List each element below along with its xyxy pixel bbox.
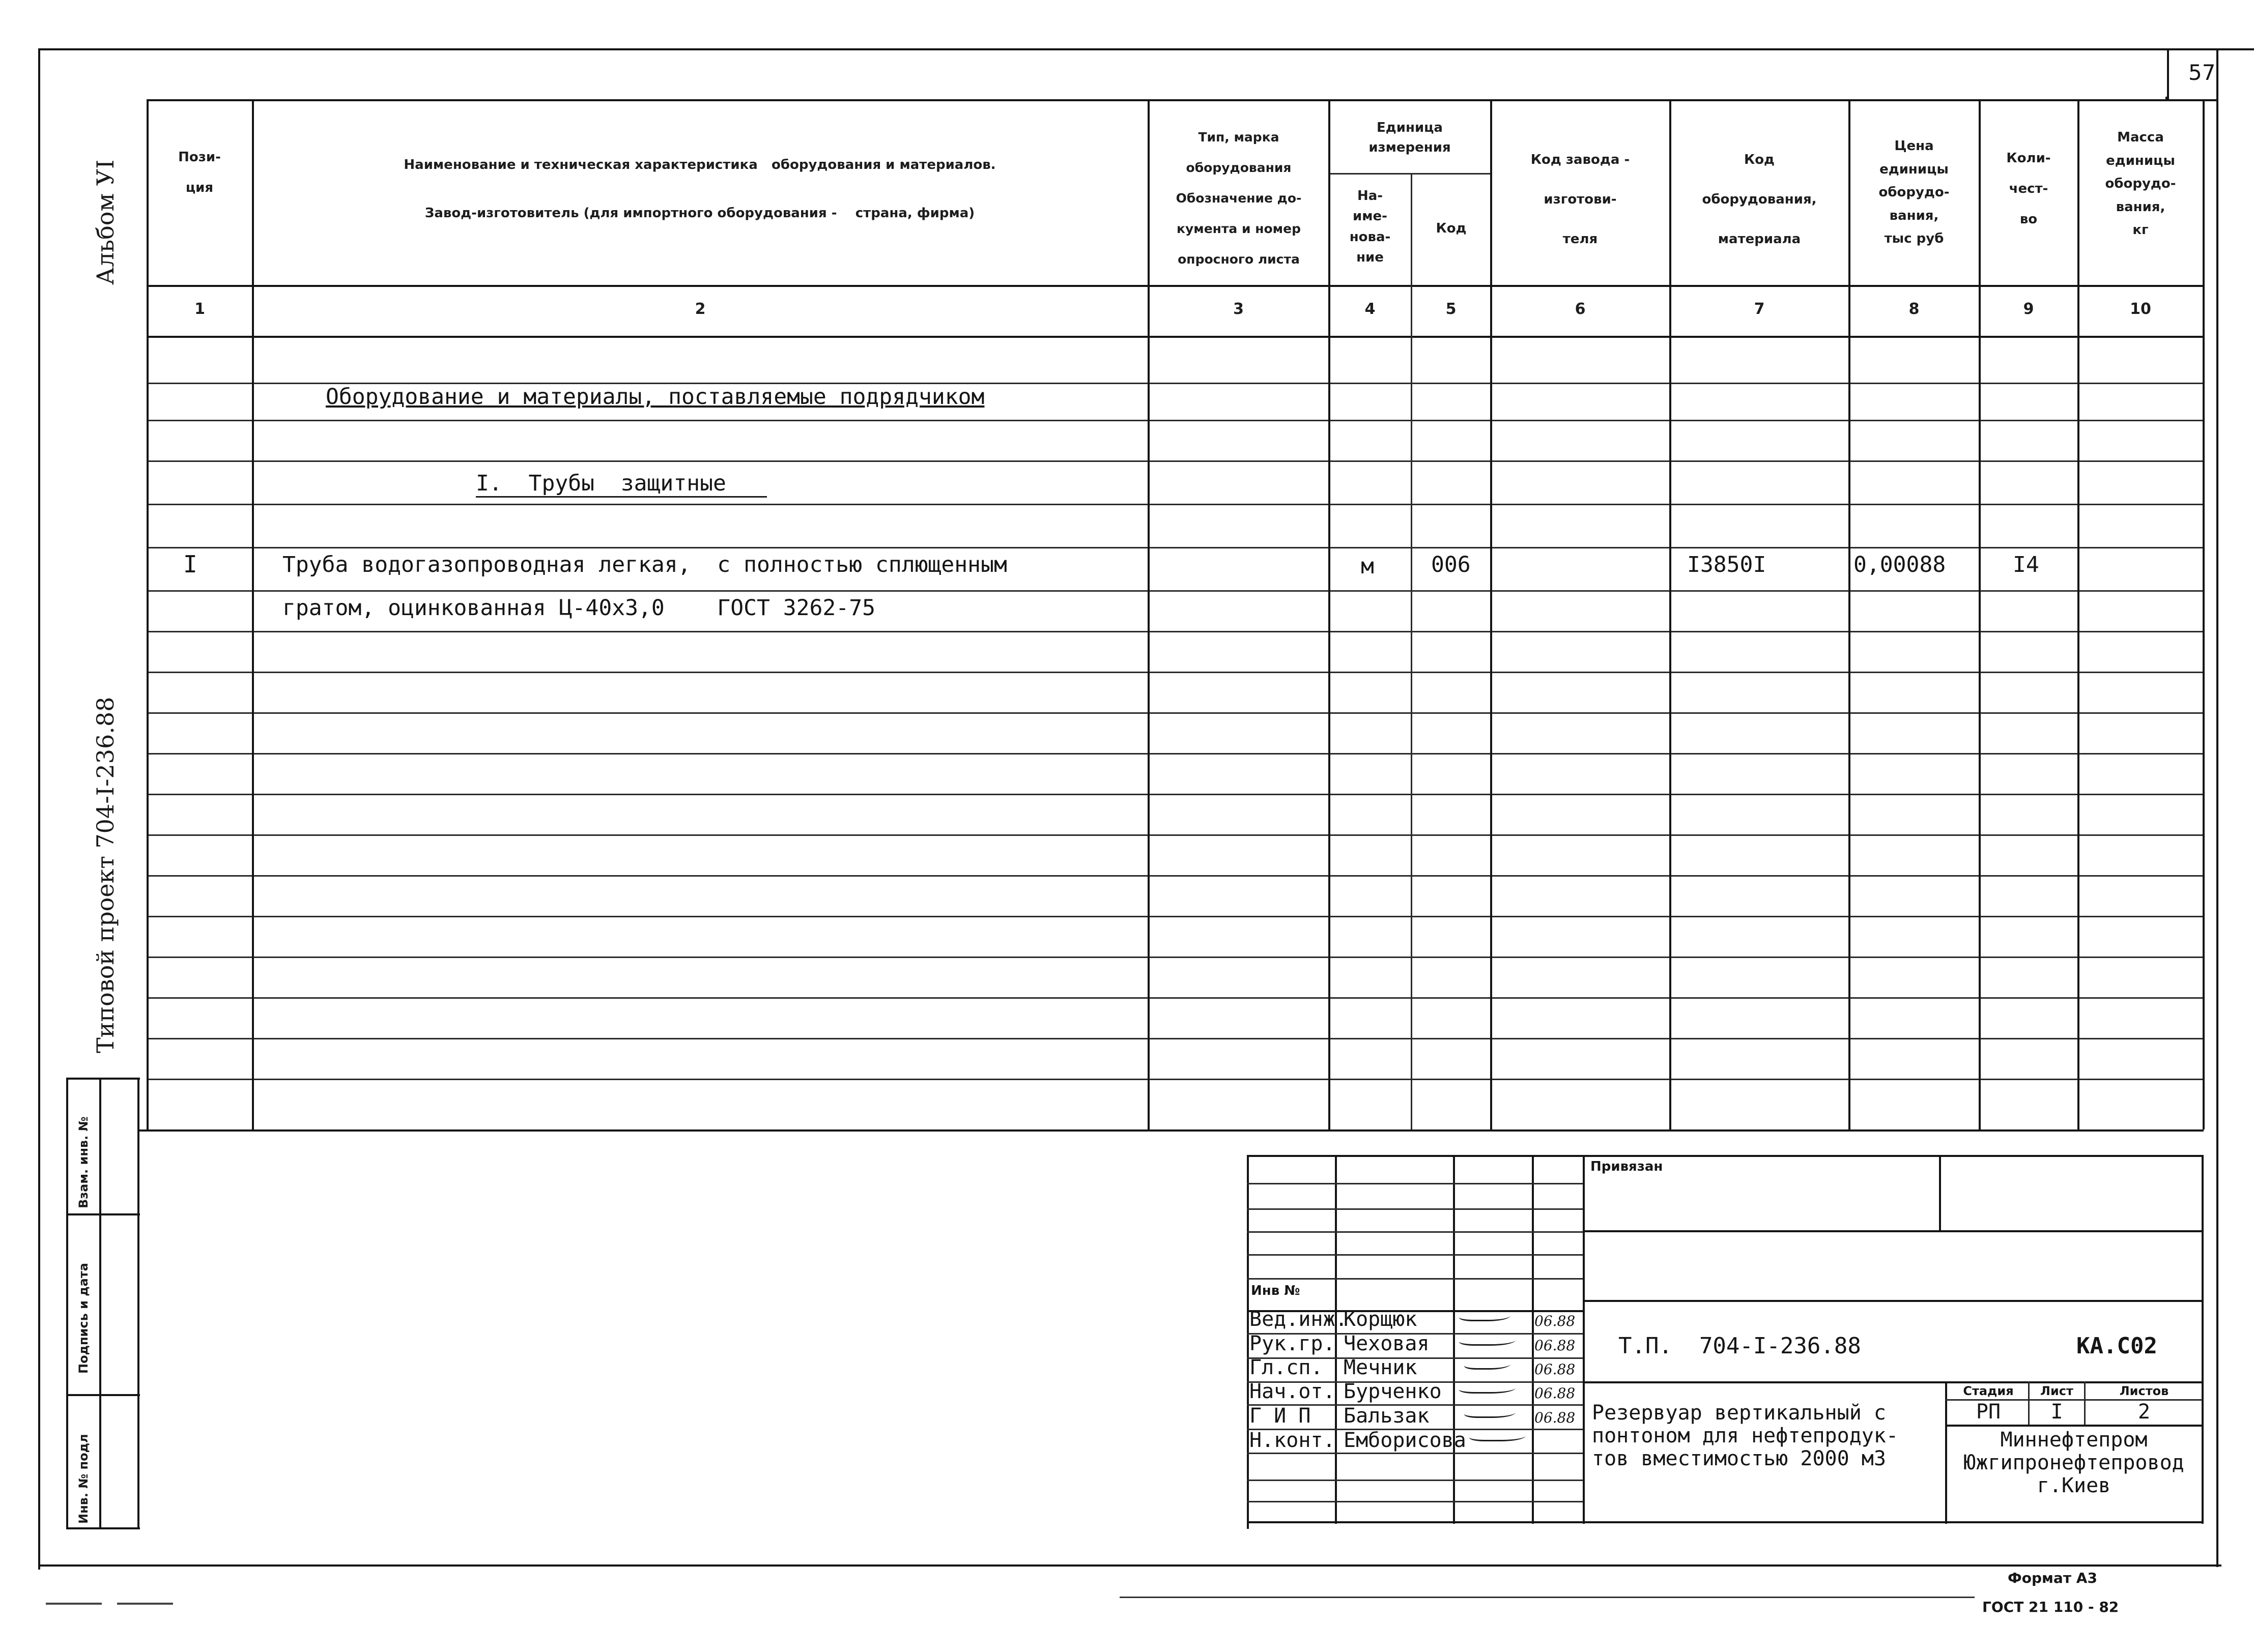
col-line-10 <box>2203 99 2205 1129</box>
colnum-1: 1 <box>194 300 205 318</box>
staff-date: 06.88 <box>1534 1361 1576 1378</box>
row-line <box>147 631 2203 632</box>
row-line <box>147 420 2203 421</box>
scan-mark <box>1120 1597 1975 1598</box>
item-equip-code: I3850I <box>1687 552 1766 577</box>
header-name-line2: Завод-изготовитель (для импортного оборудования - страна, фирма) <box>424 206 975 221</box>
tb-stage-bottom <box>1945 1425 2204 1427</box>
stamp-strip-top <box>66 1078 140 1080</box>
staff-name: Бурченко <box>1344 1380 1442 1403</box>
staff-role: Гл.сп. <box>1249 1356 1323 1379</box>
colnum-8: 8 <box>1908 300 1920 318</box>
tb-staff-row <box>1247 1453 1583 1454</box>
tb-staff-row <box>1247 1254 1583 1256</box>
row-line <box>147 875 2203 877</box>
inv-label: Инв № <box>1251 1283 1300 1298</box>
stamp-label-inv: Инв. № подл <box>76 1434 91 1524</box>
row-line <box>147 794 2203 795</box>
drawing-description: Резервуар вертикальный с понтоном для нефтепродук- тов вместимостью 2000 м3 <box>1592 1401 1899 1470</box>
row-line <box>147 672 2203 673</box>
staff-role: Вед.инж. <box>1249 1308 1348 1331</box>
row-line <box>147 712 2203 714</box>
album-label: Альбом УI <box>92 159 119 285</box>
stamp-label-signature: Подпись и дата <box>76 1263 91 1374</box>
frame-top <box>40 48 2254 50</box>
stamp-strip-left <box>66 1078 68 1529</box>
frame-right <box>2216 48 2218 1567</box>
frame-bottom <box>38 1564 2221 1567</box>
section-title: Оборудование и материалы, поставляемые подрядчиком <box>326 384 985 410</box>
tb-code-top <box>1583 1300 2204 1302</box>
header-plant-code: Код завода - изготови- теля <box>1530 152 1630 247</box>
tb-staff-col3 <box>1532 1155 1534 1524</box>
staff-date: 06.88 <box>1534 1409 1576 1426</box>
header-unit-name: На- име- нова- ние <box>1349 188 1391 265</box>
standard-label: ГОСТ 21 110 - 82 <box>1982 1599 2119 1615</box>
row-line <box>147 460 2203 462</box>
item-unit-name: м <box>1361 554 1374 579</box>
colnum-7: 7 <box>1754 300 1765 318</box>
tb-staff-col1 <box>1335 1155 1337 1524</box>
staff-date: 06.88 <box>1534 1313 1576 1329</box>
header-price: Цена единицы оборудо- вания, тыс руб <box>1878 138 1950 246</box>
row-line <box>147 916 2203 917</box>
row-line <box>147 1038 2203 1039</box>
col-line-1 <box>252 99 254 1129</box>
stamp-strip-bottom <box>66 1527 140 1529</box>
header-type: Тип, марка оборудования Обозначение до- кумента и номер опросного листа <box>1176 130 1302 267</box>
colnum-9: 9 <box>2023 300 2034 318</box>
colnum-5: 5 <box>1445 300 1457 318</box>
row-line <box>147 547 2203 548</box>
table-bottom <box>137 1129 2204 1132</box>
header-bottom <box>147 285 2203 287</box>
staff-role: Рук.гр. <box>1249 1332 1335 1355</box>
row-line <box>147 590 2203 592</box>
page-number: 57 <box>2188 60 2216 85</box>
header-name-line1: Наименование и техническая характеристика оборудования и материалов. <box>404 157 996 172</box>
signature-5 <box>1463 1404 1520 1418</box>
sheet-code: КА.С02 <box>2076 1333 2157 1359</box>
signature-3 <box>1463 1356 1515 1370</box>
tb-staff-row <box>1247 1231 1583 1233</box>
stamp-label-replace: Взам. инв. № <box>76 1116 91 1208</box>
table-top <box>147 99 2203 101</box>
header-unit-code: Код <box>1436 221 1467 236</box>
row-line <box>147 997 2203 999</box>
staff-role: Нач.от. <box>1249 1380 1335 1403</box>
tb-attached-bottom <box>1583 1230 2204 1232</box>
tb-stage-col1 <box>2028 1381 2030 1425</box>
tb-right-edge <box>2202 1155 2204 1524</box>
sheet-label: Лист <box>2040 1384 2073 1398</box>
row-line <box>147 753 2203 755</box>
unit-subheader-line <box>1328 173 1490 175</box>
item-name-line2: гратом, оцинкованная Ц-40х3,0 ГОСТ 3262-75 <box>282 595 875 621</box>
row-line <box>147 957 2203 958</box>
item-pos: I <box>183 550 197 578</box>
staff-date: 06.88 <box>1534 1337 1576 1354</box>
colnum-bottom <box>147 336 2203 338</box>
sheets-label: Листов <box>2119 1384 2169 1398</box>
row-line <box>147 834 2203 836</box>
organization: Миннефтепром Южгипронефтепровод г.Киев <box>1963 1428 2184 1497</box>
staff-name: Корщюк <box>1344 1308 1417 1331</box>
stamp-strip-right <box>137 1078 139 1529</box>
colnum-3: 3 <box>1233 300 1244 318</box>
signature-2 <box>1458 1332 1520 1346</box>
colnum-6: 6 <box>1575 300 1586 318</box>
col-line-8 <box>1979 99 1981 1129</box>
staff-role: Г И П <box>1249 1404 1311 1428</box>
col-line-7 <box>1848 99 1850 1129</box>
scan-mark <box>117 1603 173 1605</box>
item-price: 0,00088 <box>1853 552 1946 577</box>
header-mass: Масса единицы оборудо- вания, кг <box>2105 130 2176 238</box>
scan-mark <box>46 1603 102 1605</box>
project-label: Типовой проект 704-I-236.88 <box>92 697 119 1053</box>
tb-staff-row <box>1247 1183 1583 1184</box>
row-line <box>147 504 2203 505</box>
tb-stage-col2 <box>2084 1381 2086 1425</box>
tb-bottom <box>1247 1521 2204 1523</box>
staff-name: Бальзак <box>1344 1404 1430 1428</box>
tb-code-bottom <box>1583 1381 2204 1383</box>
item-unit-code: 006 <box>1431 552 1471 577</box>
col-line-0 <box>147 99 149 1129</box>
frame-left <box>38 48 40 1570</box>
col-line-2 <box>1148 99 1150 1129</box>
stage-label: Стадия <box>1963 1384 2014 1398</box>
row-line <box>147 1079 2203 1080</box>
staff-name: Емборисова <box>1344 1429 1466 1452</box>
colnum-4: 4 <box>1364 300 1376 318</box>
colnum-2: 2 <box>695 300 706 318</box>
signature-6 <box>1468 1428 1530 1441</box>
tb-attached-divider <box>1939 1155 1941 1231</box>
stage-value: РП <box>1976 1400 2001 1424</box>
subsection-title: I. Трубы защитные <box>476 471 767 498</box>
stamp-strip-mid <box>99 1078 101 1529</box>
col-line-9 <box>2077 99 2079 1129</box>
sheets-value: 2 <box>2137 1400 2151 1424</box>
signature-1 <box>1458 1308 1515 1321</box>
tb-staff-row <box>1247 1501 1583 1502</box>
header-equip-code: Код оборудования, материала <box>1702 152 1817 247</box>
signature-4 <box>1458 1380 1520 1394</box>
tb-staff-col2 <box>1453 1155 1455 1524</box>
tb-staff-row <box>1247 1480 1583 1481</box>
staff-name: Мечник <box>1344 1356 1417 1379</box>
header-qty: Коли- чест- во <box>2006 151 2051 227</box>
staff-role: Н.конт. <box>1249 1429 1335 1452</box>
doc-code: Т.П. 704-I-236.88 <box>1618 1333 1861 1359</box>
tb-left <box>1247 1155 1249 1529</box>
tb-top <box>1247 1155 2204 1157</box>
stamp-strip-div1 <box>66 1213 140 1215</box>
staff-date: 06.88 <box>1534 1385 1576 1402</box>
attached-label: Привязан <box>1590 1159 1663 1174</box>
tb-staff-col4 <box>1583 1155 1585 1524</box>
tb-staff-row <box>1247 1208 1583 1210</box>
item-name-line1: Труба водогазопроводная легкая, с полностью сплющенным <box>282 552 1007 577</box>
sheet-value: I <box>2050 1400 2063 1424</box>
item-qty: I4 <box>2013 552 2039 577</box>
colnum-10: 10 <box>2130 300 2151 318</box>
page-number-box-side <box>2167 48 2169 100</box>
format-label: Формат А3 <box>2008 1570 2097 1586</box>
staff-name: Чеховая <box>1344 1332 1430 1355</box>
stamp-strip-div2 <box>66 1394 140 1396</box>
header-unit-group: Единица измерения <box>1368 120 1451 155</box>
header-pos: Пози- ция <box>178 150 221 195</box>
tb-staff-row <box>1247 1278 1583 1280</box>
